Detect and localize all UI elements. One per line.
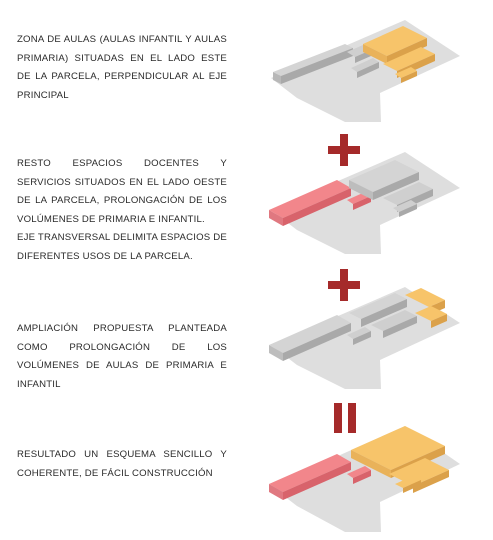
step-1-paragraph: ZONA DE AULAS (AULAS INFANTIL Y AULAS PRIMARIA) SITUADAS EN EL LADO ESTE DE LA PARCELA, PERPENDICULAR AL EJE PRINCIPAL: [17, 34, 227, 101]
step-1-massing-diagram: [255, 18, 480, 123]
step-2-paragraph-2: EJE TRANSVERSAL DELIMITA ESPACIOS DE DIFERENTES USOS DE LA PARCELA.: [17, 232, 227, 262]
step-3-massing-diagram: [255, 283, 480, 393]
step-2-massing-diagram: [255, 148, 480, 258]
step-1-text: [17, 31, 227, 105]
step-2-text: [17, 155, 227, 266]
step-3-paragraph: AMPLIACIÓN PROPUESTA PLANTEADA COMO PROLONGACIÓN DE LOS VOLÚMENES DE AULAS DE PRIMARIA E INFANTIL: [17, 323, 227, 390]
step-3-text: [17, 320, 227, 394]
step-2-paragraph: RESTO ESPACIOS DOCENTES Y SERVICIOS SITUADOS EN EL LADO OESTE DE LA PARCELA, PROLONGACIÓN DE LOS VOLÚMENES DE PRIMARIA E INFANTIL.: [17, 158, 227, 225]
step-4-paragraph: RESULTADO UN ESQUEMA SENCILLO Y COHERENTE, DE FÁCIL CONSTRUCCIÓN: [17, 449, 227, 479]
step-4-text: [17, 446, 227, 483]
step-4-massing-diagram: [255, 420, 480, 535]
